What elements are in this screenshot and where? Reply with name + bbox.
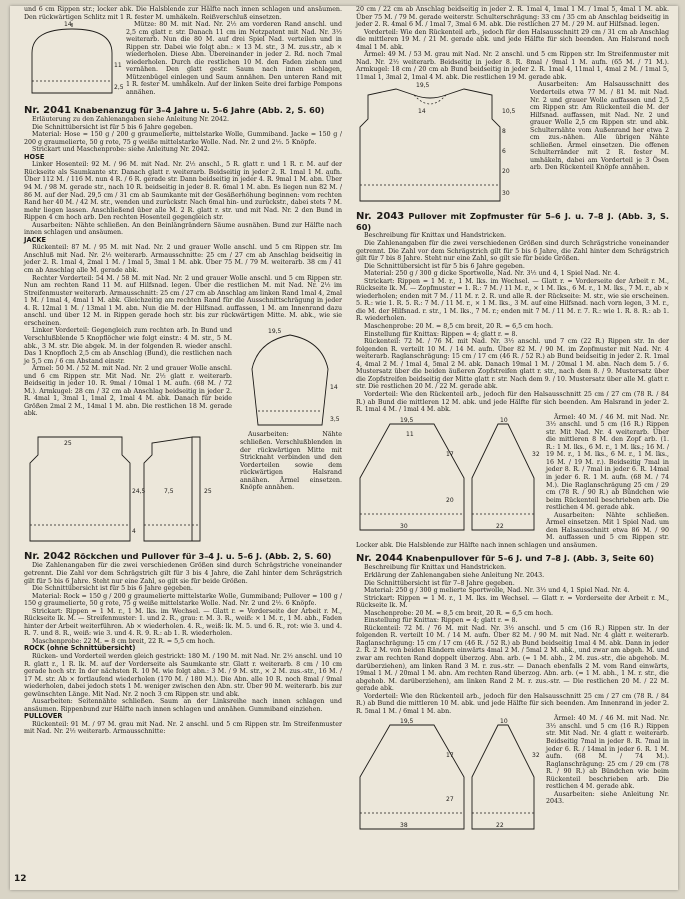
strickart-text: Strickart: Rippen = 1 M. r., 1 M. lks. im Wechsel. — Glatt r. = Vorderseite der Arbeit r. M., Rückseite lk. M. — Zopfmuster = 1. R.: 7 M. / 11 M. r., × 1 M. lks., 6 M. r., 1 M. lks., 7 M. r., ab × wiederholen; enden mit 7 M. / 11 M. r. 2. R. und alle R. der Rückseite: M. str., wie sie erscheinen. 5. R.: wie 1. R. 5. R.: 7 M. / 11 M. r., × 1 M. lks., 3 M. auf eine Hilfsnad. nach vorn legen, 3 M. r., die M. der Hilfsnad. r. str., 1 M. lks., 7 M. r.; enden mit 7 M. / 11 M. r. 7. R.: wie 1. R. 8. R.: ab 1. R. wiederholen. (356, 277, 669, 323)
pattern-title: Röckchen und Pullover für 3–4 J. u. 5–6 J. (73, 551, 263, 562)
fig-label: 14 (418, 108, 426, 116)
muetze-text: Mütze: 80 M. mit Nad. Nr. 2½ am vorderen Rand anschl. und 2,5 cm glatt r. str. Danach 11 cm im Netzpatent mit Nad. Nr. 3½ weiterarb. Nun die 80 M. auf drei Spiel Nad. verteilen und in Rippen str. Dabei wie folgt abn.: × 13 M. str., 3 M. zus.str., ab × wiederholen. Diese Abn. Übereinander in jeder 2. Rd. noch 7mal wiederholen. Durch die restlichen 10 M. den Faden ziehen und vernähen. Den glatt gestr. Saum nach innen schlagen, Mützenbügel einlegen und Saum annähen. Den unteren Rand mit 1 R. fester M. umhäkeln. Auf der linken Seite drei farbige Pompons annähen. (126, 21, 342, 97)
fig-label: 30 (400, 522, 408, 530)
subheading-hose: HOSE (24, 152, 45, 161)
strickart-text: Strickart und Maschenprobe: siehe Anleitung Nr. 2042. (32, 146, 210, 154)
paragraph: Die Schnittübersicht ist für 7–8 Jahre gegeben. (364, 579, 515, 587)
right-column (356, 6, 669, 835)
subheading-pullover: PULLOVER (24, 712, 63, 721)
paragraph: Die Schnittübersicht ist für 5 bis 6 Jahre gegeben. (32, 585, 193, 593)
hose-text: Linker Hosenteil: 92 M. / 96 M. mit Nad. Nr. 2½ anschl., 5 R. glatt r. und 1 R. r. M. auf der Rückseite als Saumkante str. Danach glatt r. weiterarb. Beidseitig in jeder 2. R. 1mal 1 M. aufn. Über 112 M. / 116 M. nun 4 R. / 6 R. gerade str. Dann beidseitig in jeder 4. R. 9mal 1 M. abn. Über 94 M. / 98 M. gerade str., nach 10 R. beidseitig in jeder 8. R. 6mal 1 M. abn. Es liegen nun 82 M. / 86 M. auf der Nad. 29,5 cm / 31 cm ab Saumkante mit der Gesäßerhöhung beginnen: vom rechten Rand her 40 M. / 42 M. str., wenden und zurückstr. Nach 6mal hin- und zurückstr., dabei stets 7 M. mehr liegen lassen. Anschließend über alle M. 2 R. glatt r. str. und mit Nad. Nr. 2 den Bund in Rippen 4 cm hoch arb. Den rechten Hosenteil gegengleich str. (24, 161, 342, 222)
aermel-text: Ärmel: 49 M. / 53 M. grau mit Nad. Nr. 2 anschl. und 5 cm Rippen str. Im Streifenmuster mit Nad. Nr. 2½ weiterarb. Beidseitig in jeder 8. R. 8mal / 9mal 1 M. aufn. (65 M. / 71 M.). Armkugel: 18 cm / 20 cm ab Bund beidseitig in jeder 2. R. 1mal 4, 11mal 1, 4mal 2 M. / 1mal 5, 11mal 1, 3mal 2, 1mal 4 M. abk. Die restlichen 19 M. gerade abk. (356, 51, 669, 81)
pattern-number: Nr. 2041 (24, 105, 71, 117)
raglan-diagram-2044 (356, 717, 540, 833)
fig-label: 19,5 (400, 416, 414, 424)
pullover-text: Rückenteil: 91 M. / 97 M. grau mit Nad. Nr. 2 anschl. und 5 cm Rippen str. Im Streifenmuster mit Nad. Nr. 2½ weiterarb. Armausschnitte: (24, 720, 342, 736)
page-number: 12 (14, 874, 27, 884)
material-text: Material: 250 g / 300 g melierte Sportwolle, Nad. Nr. 3½ und 4, 1 Spiel Nad. Nr. 4. (364, 587, 630, 595)
fig-label: 6 (502, 148, 506, 156)
fig-label: 4 (132, 528, 136, 536)
strickart-text: Strickart: Rippen = 1 M. r., 1 M. lks. im Wechsel. — Glatt r. = Vorderseite der Arbeit r. M., Rückseite lk. M. — Streifenmuster: 1. und 2. R., grau: r. M. 3. R., weiß: × 1 M. r., 1 M. abh., Faden hinter der Arbeit weiterführen. Ab × wiederholen. 4. R., weiß: lk. M. 5. und 6. R., rot: wie 3. und 4. R. 7. und 8. R., weiß: wie 3. und 4. R. 9. R.: ab 1. R. wiederholen. (24, 607, 342, 638)
fig-label: 10,5 (502, 108, 516, 116)
paragraph: Beschreibung für Knittax und Handstricken. (364, 232, 507, 240)
fig-label: 11 (114, 62, 122, 70)
ausarbeiten-text: Ausarbeiten: Nähte schließen. An den Beinlängrändern Säume ausnähen. Bund zur Hälfte nach innen schlagen und ansäumen. (24, 221, 342, 237)
knittax-text: Einstellung für Knittax: Rippen = 4; glatt r. = 8. (364, 617, 518, 625)
fig-label: 19,5 (400, 718, 414, 726)
material-text: Material: Hose = 150 g / 200 g graumelierte, mittelstarke Wolle, Gummiband. Jacke = 150 g / 200 g graumelierte, 50 g rote, 75 g weiße mittelstarke Wolle. Nad. Nr. 2 und 2½. 5 Knöpfe. (24, 131, 342, 146)
magazine-page (10, 6, 678, 890)
ausarbeiten-text: Ausarbeiten: Nähte schließen. Ärmel einsetzen. Mit 1 Spiel Nad. um den Halsausschnitt etwa 86 M. / 90 M. auffassen und 5 cm Rippen str. Locker abk. Die Halsblende zur Hälfte nach innen schlagen und ansäumen. (356, 511, 669, 549)
fig-label: 25 (64, 440, 72, 448)
vorderteil-text: Vorderteil: Wie den Rückenteil arb., jedoch für den Halsausschnitt 25 cm / 27 cm (78 R. / 84 R.) ab Bund die mittleren 10 M. abk. und jede Hälfte für sich beenden. Am Innenrand in jeder 2. R. 5mal 1 M. / 6mal 1 M. abn. (356, 692, 669, 715)
rueckenteil-text: Rückenteil: 72 M. / 76 M. mit Nad. Nr. 3½ anschl. und 7 cm (22 R.) Rippen str. In der folgenden R. verteilt 10 M. / 14 M. aufn. Über 82 M. / 90 M. im Zopfmuster mit Nad. Nr. 4 weiterarb. Raglanschrägung: 15 cm / 17 cm (46 R. / 52 R.) ab Bund beidseitig in jeder 2. R. 1mal 4, 4mal 2 M. / 1mal 4, 5mal 2 M. abk. Danach 19mal 1 M. / 20mal 1 M. abn. Nach dem 5. / 6. Mustersatz über die beiden äußeren Zopfstreifen glatt r. str., nach dem 8. / 9. Mustersatz über die Zopfstreifen beidseitig der Mitte glatt r. str. Nach dem 9. / 10. Mustersatz über alle M. glatt r. str. Die restlichen 20 M. / 22 M. gerade abk. (356, 338, 669, 391)
paragraph: Beschreibung für Knittax und Handstricken. (364, 564, 507, 572)
rock-text: Rücken- und Vorderteil werden gleich gestrickt: 180 M. / 190 M. mit Nad. Nr. 2½ anschl. und 10 R. glatt r., 1 R. lk. M. auf der Vorderseite als Saumkante str. Glatt r. weiterarb. 8 cm / 10 cm gerade hoch str. In der nächsten R. 10 M. wie folgt abn.: 3 M. / 9 M. str., × 2 M. zus.-str., 16 M. / 17 M. str. Ab × fortlaufend wiederholen (170 M. / 180 M.). Die Abn. alle 10 R. noch 8mal / 9mal wiederholen, dabei jedoch stets 1 M. weniger zwischen den Abn. str. Über 90 M. weiterarb. bis zur gewünschten Länge. Mit Nad. Nr. 2 noch 3 cm Rippen str. und abk. (24, 652, 342, 698)
material-text: Material: 250 g / 300 g dicke Sportwolle, Nad. Nr. 3½ und 4, 1 Spiel Nad. Nr. 4. (364, 270, 620, 278)
fig-label: 14 (330, 384, 338, 392)
pattern-number: Nr. 2042 (24, 551, 71, 563)
fig-label: 8 (502, 128, 506, 136)
ausarbeiten-text: Ausarbeiten: Seitennähte schließen. Saum an der Linksreihe nach innen schlagen und ansäumen. Rippenbund zur Hälfte nach innen schlagen und annähen. Gummiband einziehen. (24, 698, 342, 713)
fig-label: 19,5 (268, 328, 282, 336)
linker-vorderteil-text: Linker Vorderteil: Gegengleich zum rechten arb. In Bund und Verschlußblende 5 Knopflöcher wie folgt einstr.: 4 M. str., 5 M. abk., 3 M. str. Die abgek. M. in der folgenden R. wieder anschl. Das 1 Knopfloch 2,5 cm ab Anschlag (Bund), die restlichen nach je 5,5 cm / 6 cm Abstand einstr. (24, 327, 232, 365)
pattern-number: Nr. 2043 (356, 211, 405, 223)
fig-label: 7,5 (164, 488, 174, 496)
jacket-diagram (24, 433, 234, 545)
fig-label: 10 (500, 416, 508, 424)
paragraph: Die Schnittübersicht ist für 5 bis 6 Jahre gegeben. (364, 262, 525, 270)
maschenprobe-text: Maschenprobe: 20 M. = 8,5 cm breit, 20 R. = 6,5 cm hoch. (364, 609, 554, 617)
fig-label: 20 (446, 496, 454, 504)
vorderteil-text: Vorderteil: Wie den Rückenteil arb., jedoch für den Halsausschnitt 25 cm / 27 cm (78 R. / 84 R.) ab Bund die mittleren 12 M. abk. und jede Hälfte für sich beenden. Am Halsrand in jeder 2. R. 1mal 4 M. / 1mal 4 M. abk. (356, 390, 669, 414)
aermel-text: Ärmel: 40 M. / 46 M. mit Nad. Nr. 3½ anschl. und 5 cm (16 R.) Rippen str. Mit Nad. Nr. 4 glatt r. weiterarb. Beidseitig 7mal in jeder 8. R. 7mal in jeder 6. R. / 14mal in jeder 6. R. 1 M. aufn. (68 M. / 74 M.). Raglanschrägung: 25 cm / 29 cm (78 R. / 90 R.) ab Bündchen wie beim Rückenteil beschrieben arb. Die restlichen 4 M. gerade abk. (546, 715, 669, 791)
fig-label: 10 (500, 718, 508, 726)
continued-text: und 6 cm Rippen str.; locker abk. Die Halsblende zur Hälfte nach innen schlagen und ansäumen. Den rückwärtigen Schlitz mit 1 R. fester M. umhäkeln. Reißverschluß einsetzen. (24, 6, 342, 21)
subheading-rock: ROCK (ohne Schnittübersicht) (24, 644, 136, 653)
pullover-diagram-2042 (356, 83, 524, 205)
paragraph: Erläuterung zu den Zahlenangaben siehe Anleitung Nr. 2042. (32, 116, 230, 124)
fig-label: 24,5 (132, 488, 146, 496)
rechter-vorderteil-text: Rechter Vorderteil: 54 M. / 58 M. mit Nad. Nr. 2 und grauer Wolle anschl. und 5 cm Rippen str. Nun am rechten Rand 11 M. auf Hilfsnad. legen. Über die restlichen M. mit Nad. Nr. 2½ im Streifenmuster weiterarb. Armausschnitt: 25 cm / 27 cm ab Anschlag am linken Rand 1mal 4, 2mal 1 M. / 1mal 4, 4mal 1 M. abk. Gleichzeitig am rechten Rand für die Ausschnittschrägung in jeder 4. R. 12mal 1 M. / 13mal 1 M. abn. Nun die M. der Hilfsnad. auffassen, 1 M. am Innenrand dazu anschl. und über 12 M. in Rippen gerade hoch str. bis zur rückwärtigen Mitte. M. abk., wie sie erscheinen. (24, 274, 342, 327)
fig-label: 22 (496, 522, 504, 530)
fig-label: 20 (502, 168, 510, 176)
knittax-text: Einstellung für Knittax: Rippen = 4; glatt r. = 8. (364, 330, 518, 338)
section-heading-2044 (356, 553, 669, 564)
fig-label: 22 (496, 822, 504, 830)
fig-label: 17 (446, 450, 454, 458)
fig-label: 14 (64, 21, 72, 29)
fig-label: 2,5 (114, 84, 124, 92)
sleeve-diagram (238, 329, 342, 429)
strickart-text: Strickart: Rippen = 1 M. r., 1 M. lks. im Wechsel. — Glatt r. = Vorderseite der Arbeit r. M., Rückseite lk. M. (356, 594, 669, 610)
pattern-title: Knabenpullover für 5–6 J. und 7–8 J. (405, 553, 570, 564)
pattern-ref: (Abb. 2, S. 60) (257, 105, 325, 116)
jacke-text: Rückenteil: 87 M. / 95 M. mit Nad. Nr. 2 und grauer Wolle anschl. und 5 cm Rippen str. Im Anschluß mit Nad. Nr. 2½ weiterarb. Armausschnitte: 25 cm / 27 cm ab Anschlag beidseitig in jeder 2. R. 1mal 4, 2mal 1 M. / 1mal 5, 3mal 1 M. abk. Über 75 M. / 79 M. weiterarb. 38 cm / 41 cm ab Anschlag alle M. gerade abk. (24, 244, 342, 275)
aermel-text: Ärmel: 40 M. / 46 M. mit Nad. Nr. 3½ anschl. und 5 cm (16 R.) Rippen str. Mit Nad. Nr. 4 weiterarb. Über die mittleren 8 M. den Zopf arb. (1. R.: 1 M. lks., 6 M. r., 1 M. lks.; 16 M. / 19 M. r., 1 M. lks., 6 M. r., 1 M. lks., 16 M. / 19 M. r.). Beidseitig 7mal in jeder 8. R. / 7mal in jeder 6. R. 14mal in jeder 6. R. 1 M. aufn. (68 M. / 74 M.). Die Raglanschrägung 25 cm / 29 cm (78 R. / 90 R.) ab Bündchen wie beim Rückenteil beschrieben arb. Die restlichen 4 M. gerade abk. (546, 413, 669, 512)
continued-text: 20 cm / 22 cm ab Anschlag beidseitig in jeder 2. R. 1mal 4, 1mal 1 M. / 1mal 5, 4mal 1 M. abk. Über 75 M. / 79 M. gerade weiterstr. Schulterschrägung: 33 cm / 35 cm ab Anschlag beidseitig in jeder 2. R. 4mal 6 M. / 1mal 7, 3mal 6 M. abk. Die restlichen 27 M. / 29 M. auf Hilfsnad. legen. (356, 6, 669, 29)
paragraph: Die Schnittübersicht ist für 5 bis 6 Jahre gegeben. (32, 123, 193, 131)
pattern-title: Pullover mit Zopfmuster für 5–6 J. u. 7–8 J. (408, 211, 614, 222)
vorderteil-text: Vorderteil: Wie den Rückenteil arb., jedoch für den Halsausschnitt 29 cm / 31 cm ab Anschlag die mittleren 19 M. / 21 M. gerade abk. und jede Hälfte für sich beenden. Am Halsrand noch 4mal 1 M. abk. (356, 28, 669, 51)
subheading-jacke: JACKE (24, 235, 47, 244)
rueckenteil-text: Rückenteil: 72 M. / 76 M. mit Nad. Nr. 3½ anschl. und 5 cm (16 R.) Rippen str. In der folgenden R. verteilt 10 M. / 14 M. aufn. Über 82 M. / 90 M. mit Nad. Nr. 4 glatt r. weiterarb. Raglanschrägung: 15 cm / 17 cm (46 R. / 52 R.) ab Bund beidseitig 1mal 4 M. abk. Dann in jeder 2. R. 2 M. von beiden Rändern einwärts 4mal 2 M. / 5mal 2 M. abk., und zwar am abgeh. M. und zwar am rechten Rand doppelt überzog. Abn. arb. (= 1 M. abh., 2 M. zus.-str., die abgehob. M. darüberziehen), am linken Rand 3 M. r. zus.-str. — Danach ebenfalls 2 M. vom Rand einwärts, 19mal 1 M. / 20mal 1 M. abn. Am rechten Rand überzog. Abn. arb. (= 1 M. abh., 1 M. r. str., die abgehob. M. darüberziehen), am linken Rand 2 M. r. zus.-str. — Die restlichen 20 M. / 22 M. gerade abk. (356, 624, 669, 693)
pattern-ref: (Abb. 2, S. 60) (264, 551, 332, 562)
fig-label: 3,5 (330, 416, 340, 424)
fig-label: 17 (446, 752, 454, 760)
raglan-diagram-2043 (356, 416, 540, 534)
pattern-title: Knabenanzug für 3–4 Jahre u. 5–6 Jahre (73, 105, 256, 116)
fig-label: 25 (204, 488, 212, 496)
fig-label: 19,5 (416, 82, 430, 90)
fig-label: 27 (446, 796, 454, 804)
pattern-number: Nr. 2044 (356, 553, 403, 565)
fig-label: 30 (502, 190, 510, 198)
section-heading-2042 (24, 551, 342, 562)
maschenprobe-text: Maschenprobe: 22 M. = 8 cm breit, 22 R. = 5,5 cm hoch. (32, 637, 216, 645)
section-heading-2041 (24, 105, 342, 116)
left-column (24, 6, 342, 736)
maschenprobe-text: Maschenprobe: 20 M. = 8,5 cm breit, 20 R. = 6,5 cm hoch. (364, 323, 554, 331)
fig-label: 32 (532, 450, 540, 458)
ausarbeiten-text: Ausarbeiten: Am Halsausschnitt des Vorderteils etwa 77 M. / 81 M. mit Nad. Nr. 2 und grauer Wolle auffassen und 2,5 cm Rippen str. Am Rückenteil die M. der Hilfsnad. auffassen, mit Nad. Nr. 2 und grauer Wolle 2,5 cm Rippen str. und abk. Schulternähte vom Außenrand her etwa 2 cm zus.-nähen. Alle übrigen Nähte schließen. Ärmel einsetzen. Die offenen Schulterränder mit 2 R. fester M. umhäkeln, dabei am Vorderteil je 3 Ösen arb. Den Rückenteil Knöpfe annähen. (530, 81, 669, 172)
aermel-text: Ärmel: 50 M. / 52 M. mit Nad. Nr. 2 und grauer Wolle anschl. und 6 cm Rippen str. Mit Nad. Nr. 2½ glatt r. weiterarb. Beidseitig in jeder 10. R. 9mal / 10mal 1 M. aufn. (68 M. / 72 M.). Armkugel: 28 cm / 32 cm ab Anschlag beidseitig in jeder 2. R. 4mal 1, 3mal 1, 1mal 2, 1mal 4 M. abk. Danach für beide Größen 2mal 2 M., 14mal 1 M. abn. Die restlichen 18 M. gerade abk. (24, 365, 232, 418)
paragraph: Die Zahlenangaben für die zwei verschiedenen Größen sind durch Schrägstriche voneinander getrennt. Die Zahl vor dem Schrägstrich gilt für 5 bis 6 Jahre, die Zahl hinter dem Schrägstrich gilt für 7 bis 8 Jahre. Steht nur eine Zahl, so gilt sie für beide Größen. (356, 240, 669, 263)
cap-diagram (24, 21, 124, 99)
ausarbeiten-text: Ausarbeiten: Nähte schließen. Verschlußblenden in der rückwärtigen Mitte mit Stricknaht verbinden und den Vorderteilen sowie dem rückwärtigen Halsrand annähen. Ärmel einsetzen. Knöpfe annähen. (240, 431, 342, 492)
fig-label: 32 (532, 752, 540, 760)
ausarbeiten-text: Ausarbeiten: siehe Anleitung Nr. 2043. (546, 790, 669, 806)
pattern-ref: (Abb. 3, Seite 60) (572, 553, 654, 564)
paragraph: Die Zahlenangaben für die zwei verschiedenen Größen sind durch Schrägstriche voneinander getrennt. Die Zahl vor dem Schrägstrich gilt für 3 bis 4 Jahre, die Zahl hinter dem Schrägstrich gilt für 5 bis 6 Jahre. Steht nur eine Zahl, so gilt sie für beide Größen. (24, 562, 342, 585)
pattern-ref: (Abb. 3, S. 60) (356, 211, 669, 233)
fig-label: 38 (400, 822, 408, 830)
material-text: Material: Rock = 150 g / 200 g graumelierte mittelstarke Wolle, Gummiband; Pullover = 100 g / 150 g graumelierte, 50 g rote, 75 g weiße mittelstarke Wolle. Nad. Nr. 2 und 2½. 6 Knöpfe. (24, 592, 342, 608)
section-heading-2043 (356, 211, 669, 232)
fig-label: 11 (406, 430, 414, 438)
paragraph: Erklärung der Zahlenangaben siehe Anleitung Nr. 2043. (364, 571, 545, 579)
